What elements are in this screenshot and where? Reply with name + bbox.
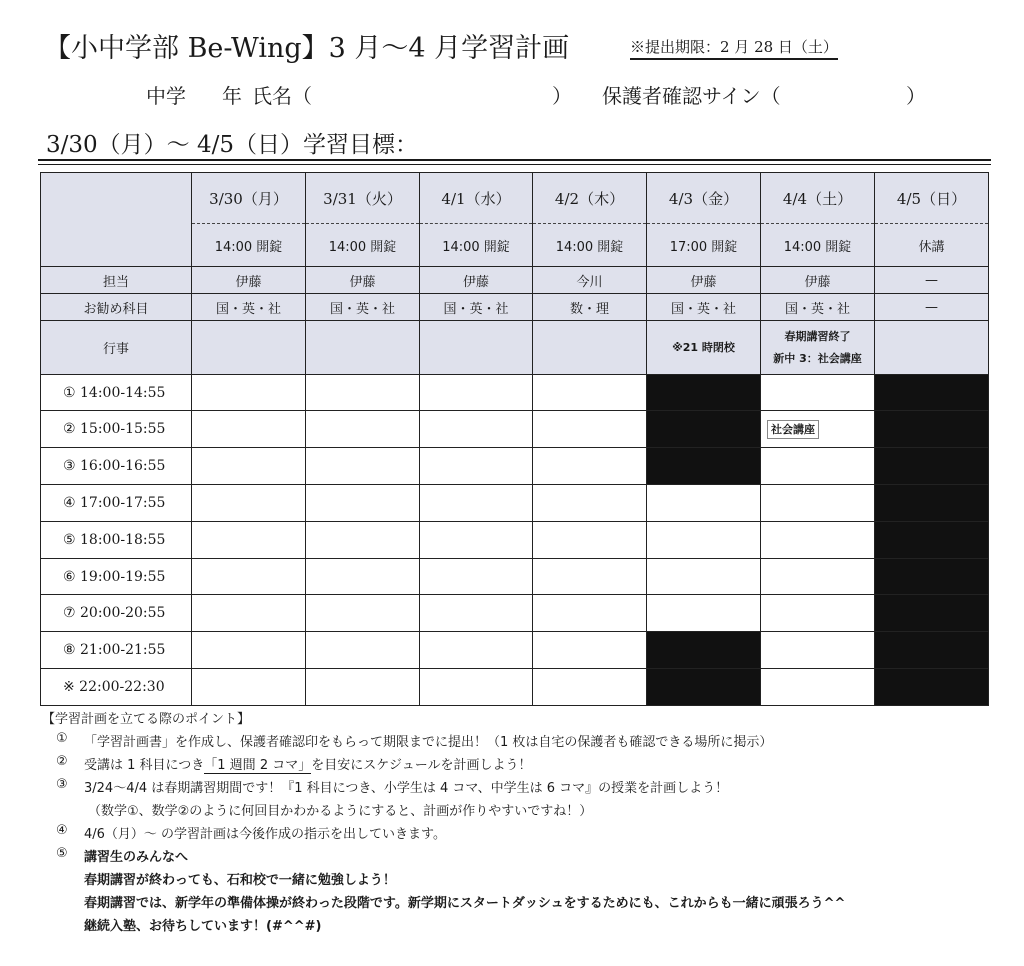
event-cell	[875, 321, 989, 375]
open-time: 14:00 開錠	[761, 224, 875, 267]
time-slot-label: ⑦ 20:00-20:55	[41, 595, 192, 632]
schedule-cell[interactable]	[420, 632, 533, 669]
open-time: 14:00 開錠	[306, 224, 420, 267]
event-cell	[420, 321, 533, 375]
schedule-cell[interactable]	[306, 375, 420, 411]
schedule-cell[interactable]	[192, 485, 306, 522]
time-slot-label: ⑥ 19:00-19:55	[41, 559, 192, 595]
closed-cell	[875, 595, 989, 632]
teacher-cell: 伊藤	[306, 267, 420, 294]
closed-cell	[875, 375, 989, 411]
subjects-row-label: お勧め科目	[41, 294, 192, 321]
schedule-cell[interactable]	[420, 595, 533, 632]
schedule-cell[interactable]	[420, 411, 533, 448]
weekly-goal-heading: 3/30（月）〜 4/5（日）学習目標：	[46, 132, 418, 158]
subject-cell: 国・英・社	[192, 294, 306, 321]
day-header: 4/4（土）	[761, 173, 875, 224]
closed-cell	[875, 522, 989, 559]
schedule-cell[interactable]	[533, 448, 647, 485]
point-3	[42, 777, 1002, 800]
point-5-text: 講習生のみんなへ	[84, 850, 189, 865]
student-name-field[interactable]: 氏名（	[252, 84, 312, 108]
schedule-cell[interactable]	[192, 632, 306, 669]
planning-points	[42, 708, 1002, 938]
schedule-cell[interactable]	[192, 448, 306, 485]
schedule-cell[interactable]	[647, 559, 761, 595]
time-slot-label: ⑧ 21:00-21:55	[41, 632, 192, 669]
schedule-cell[interactable]	[420, 375, 533, 411]
open-time: 休講	[875, 224, 989, 267]
point-1-text: 「学習計画書」を作成し、保護者確認印をもらって期限までに提出！（1 枚は自宅の保護者も確認できる場所に掲示）	[84, 735, 773, 750]
day-header: 3/31（火）	[306, 173, 420, 224]
schedule-cell[interactable]	[306, 522, 420, 559]
point-3-continued	[42, 800, 1002, 823]
closing-text-2: 春期講習では、新学年の準備体操が終わった段階です。新学期にスタートダッシュをするためにも、これからも一緒に頑張ろう^^	[84, 896, 846, 911]
schedule-cell[interactable]	[192, 375, 306, 411]
schedule-cell[interactable]	[306, 485, 420, 522]
closing-line-1	[42, 869, 1002, 892]
closed-cell	[875, 632, 989, 669]
schedule-cell[interactable]	[533, 669, 647, 706]
schedule-cell[interactable]	[761, 595, 875, 632]
schedule-cell[interactable]	[533, 559, 647, 595]
schedule-cell[interactable]	[761, 669, 875, 706]
parent-signature-close: ）	[906, 84, 926, 108]
time-slot-label: ③ 16:00-16:55	[41, 448, 192, 485]
schedule-cell[interactable]	[192, 522, 306, 559]
schedule-cell[interactable]	[420, 448, 533, 485]
schedule-cell[interactable]	[306, 559, 420, 595]
parent-signature-field[interactable]: 保護者確認サイン（	[602, 84, 781, 108]
subject-cell: 数・理	[533, 294, 647, 321]
closing-line-3	[42, 915, 1002, 938]
time-slot-label: ② 15:00-15:55	[41, 411, 192, 448]
header-corner	[41, 173, 192, 267]
point-3-note: （数学①、数学②のように何回目かわかるようにすると、計画が作りやすいですね！）	[88, 804, 593, 819]
student-name-close: ）	[552, 84, 572, 108]
schedule-cell[interactable]	[306, 632, 420, 669]
point-2-emphasis: 「1 週間 2 コマ」	[204, 758, 312, 773]
point-5-number: ⑤	[56, 846, 68, 861]
open-time: 14:00 開錠	[533, 224, 647, 267]
closed-cell	[647, 411, 761, 448]
teacher-cell: 伊藤	[647, 267, 761, 294]
closed-cell	[875, 411, 989, 448]
grade-label-junior: 中学	[146, 84, 186, 108]
schedule-cell[interactable]	[420, 559, 533, 595]
teacher-cell: 伊藤	[761, 267, 875, 294]
schedule-cell[interactable]	[761, 485, 875, 522]
event-cell: ※21 時閉校	[647, 321, 761, 375]
closed-cell	[647, 375, 761, 411]
open-time: 17:00 開錠	[647, 224, 761, 267]
closed-cell	[875, 448, 989, 485]
event-cell: 春期講習終了 新中 3：社会講座	[761, 321, 875, 375]
point-4	[42, 823, 1002, 846]
closed-cell	[875, 485, 989, 522]
subject-cell: 国・英・社	[420, 294, 533, 321]
time-slot-label: ④ 17:00-17:55	[41, 485, 192, 522]
day-header: 4/3（金）	[647, 173, 761, 224]
event-cell	[306, 321, 420, 375]
teacher-cell: —	[875, 267, 989, 294]
subject-cell: 国・英・社	[761, 294, 875, 321]
events-row-label: 行事	[41, 321, 192, 375]
teacher-cell: 伊藤	[420, 267, 533, 294]
open-time: 14:00 開錠	[192, 224, 306, 267]
points-heading: 【学習計画を立てる際のポイント】	[42, 712, 251, 727]
schedule-cell[interactable]	[761, 375, 875, 411]
schedule-cell[interactable]	[761, 559, 875, 595]
schedule-cell[interactable]	[533, 411, 647, 448]
time-slot-label: ⑤ 18:00-18:55	[41, 522, 192, 559]
closed-cell	[875, 559, 989, 595]
closed-cell	[647, 632, 761, 669]
schedule-cell[interactable]	[761, 632, 875, 669]
time-slot-label: ※ 22:00-22:30	[41, 669, 192, 706]
schedule-cell[interactable]	[192, 669, 306, 706]
day-header: 4/2（木）	[533, 173, 647, 224]
schedule-cell[interactable]	[647, 522, 761, 559]
point-5	[42, 846, 1002, 869]
closed-cell	[647, 448, 761, 485]
day-header: 4/1（水）	[420, 173, 533, 224]
closing-text-1: 春期講習が終わっても、石和校で一緒に勉強しよう！	[84, 873, 396, 888]
subject-cell: 国・英・社	[306, 294, 420, 321]
time-slot-label: ① 14:00-14:55	[41, 375, 192, 411]
schedule-cell[interactable]	[761, 448, 875, 485]
point-3-number: ③	[56, 777, 68, 792]
closed-cell	[875, 669, 989, 706]
day-header: 3/30（月）	[192, 173, 306, 224]
point-1	[42, 731, 1002, 754]
grade-label-year: 年	[222, 84, 242, 108]
point-2-number: ②	[56, 754, 68, 769]
schedule-cell[interactable]	[533, 632, 647, 669]
closing-text-3: 継続入塾、お待ちしています！(#^^#)	[84, 919, 322, 934]
schedule-cell[interactable]	[533, 375, 647, 411]
social-lecture-note: 社会講座	[767, 420, 819, 439]
schedule-cell[interactable]	[761, 411, 875, 448]
submission-deadline: ※提出期限：2 月 28 日（土）	[630, 36, 838, 60]
schedule-cell[interactable]	[420, 669, 533, 706]
schedule-cell[interactable]	[192, 559, 306, 595]
schedule-cell[interactable]	[306, 669, 420, 706]
event-cell	[533, 321, 647, 375]
schedule-cell[interactable]	[533, 595, 647, 632]
subject-cell: 国・英・社	[647, 294, 761, 321]
goal-rule-thin	[38, 164, 991, 165]
point-2	[42, 754, 1002, 777]
point-3-text: 3/24〜4/4 は春期講習期間です！『1 科目につき、小学生は 4 コマ、中学生は 6 コマ』の授業を計画しよう！	[84, 781, 729, 796]
schedule-cell[interactable]	[647, 595, 761, 632]
open-time: 14:00 開錠	[420, 224, 533, 267]
schedule-cell[interactable]	[533, 485, 647, 522]
page-title: 【小中学部 Be-Wing】3 月〜4 月学習計画	[44, 33, 570, 64]
schedule-cell[interactable]	[192, 595, 306, 632]
subject-cell: —	[875, 294, 989, 321]
schedule-cell[interactable]	[192, 411, 306, 448]
closing-line-2	[42, 892, 1002, 915]
teacher-cell: 今川	[533, 267, 647, 294]
point-1-number: ①	[56, 731, 68, 746]
closed-cell	[647, 669, 761, 706]
goal-rule	[38, 159, 991, 161]
schedule-cell[interactable]	[420, 485, 533, 522]
schedule-cell[interactable]	[647, 485, 761, 522]
point-2-text-pre: 受講は 1 科目につき	[84, 758, 205, 773]
schedule-table	[40, 172, 989, 706]
schedule-cell[interactable]	[533, 522, 647, 559]
point-2-text-post: を目安にスケジュールを計画しよう！	[311, 758, 532, 773]
schedule-cell[interactable]	[306, 411, 420, 448]
schedule-cell[interactable]	[306, 448, 420, 485]
teacher-cell: 伊藤	[192, 267, 306, 294]
schedule-cell[interactable]	[420, 522, 533, 559]
point-4-text: 4/6（月）〜 の学習計画は今後作成の指示を出していきます。	[84, 827, 447, 842]
schedule-cell[interactable]	[306, 595, 420, 632]
point-4-number: ④	[56, 823, 68, 838]
schedule-cell[interactable]	[761, 522, 875, 559]
teacher-row-label: 担当	[41, 267, 192, 294]
event-cell	[192, 321, 306, 375]
day-header: 4/5（日）	[875, 173, 989, 224]
